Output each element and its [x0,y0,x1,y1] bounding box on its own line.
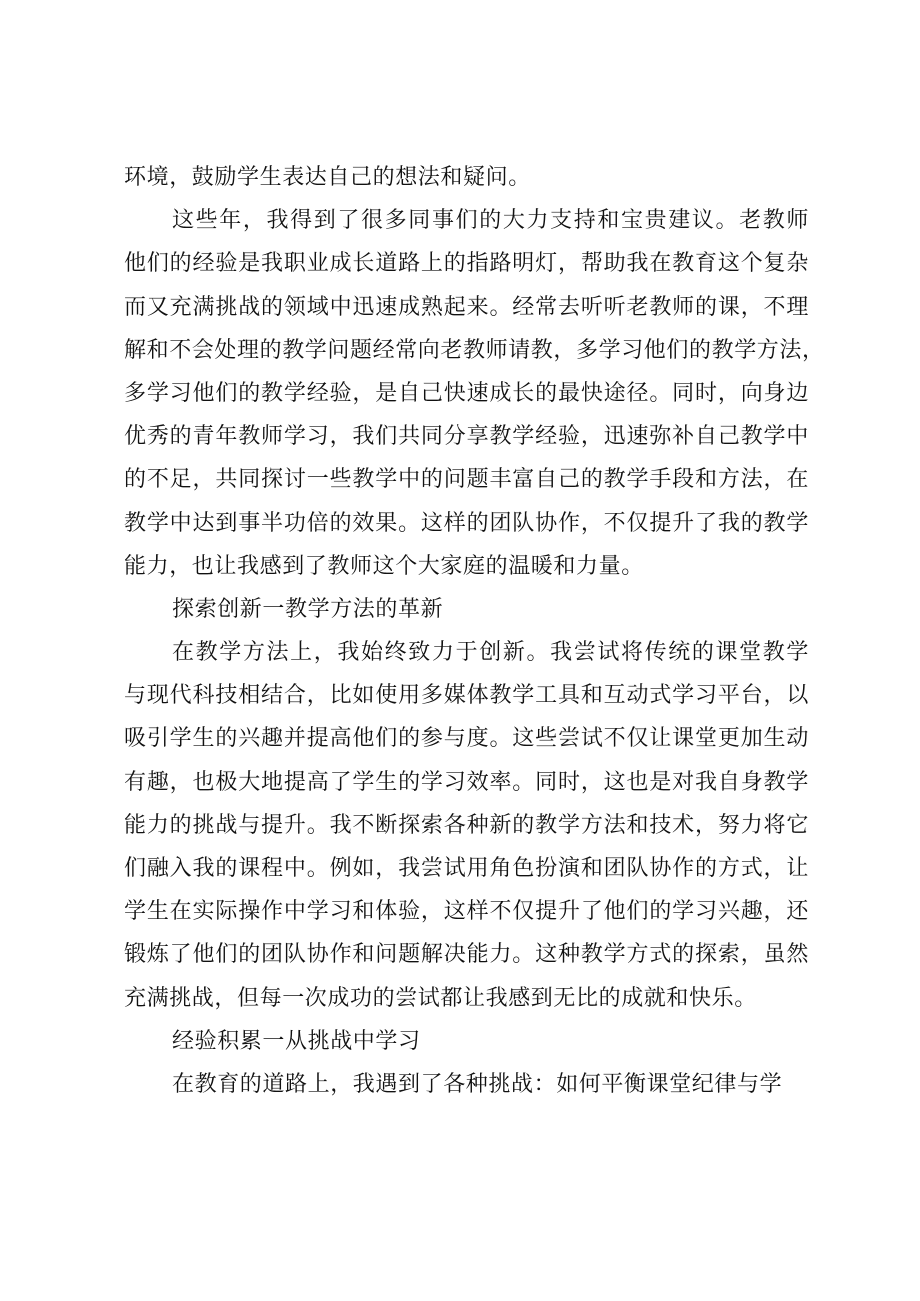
section-heading: 探索创新一教学方法的革新 [172,596,444,622]
text-line: 能力，也让我感到了教师这个大家庭的温暖和力量。 [124,553,644,579]
text-line: 充满挑战，但每一次成功的尝试都让我感到无比的成就和快乐。 [124,985,757,1011]
text-line: 与现代科技相结合，比如使用多媒体教学工具和互动式学习平台，以 [124,683,809,709]
text-line: 学生在实际操作中学习和体验，这样不仅提升了他们的学习兴趣，还 [124,899,809,925]
text-line: 环境，鼓励学生表达自己的想法和疑问。 [124,165,531,190]
paragraph-start-line: 这些年，我得到了很多同事们的大力支持和宝贵建议。老教师 [172,208,809,234]
text-line: 优秀的青年教师学习，我们共同分享教学经验，迅速弥补自己教学中 [124,424,809,450]
body-text [124,156,825,1106]
text-line: 锻炼了他们的团队协作和问题解决能力。这种教学方式的探索，虽然 [124,942,809,968]
paragraph-start-line: 在教育的道路上，我遇到了各种挑战：如何平衡课堂纪律与学 [172,1071,783,1097]
text-line: 吸引学生的兴趣并提高他们的参与度。这些尝试不仅让课堂更加生动 [124,726,809,752]
section-heading: 经验积累一从挑战中学习 [172,1028,421,1054]
text-line: 而又充满挑战的领域中迅速成熟起来。经常去听听老教师的课，不理 [124,294,809,320]
text-line: 的不足，共同探讨一些教学中的问题丰富自己的教学手段和方法，在 [124,467,809,493]
text-line: 多学习他们的教学经验，是自己快速成长的最快途径。同时，向身边 [124,380,809,406]
text-line: 教学中达到事半功倍的效果。这样的团队协作，不仅提升了我的教学 [124,510,809,536]
text-line: 解和不会处理的教学问题经常向老教师请教，多学习他们的教学方法， [124,337,825,363]
text-line: 他们的经验是我职业成长道路上的指路明灯，帮助我在教育这个复杂 [124,251,809,277]
text-line: 有趣，也极大地提高了学生的学习效率。同时，这也是对我自身教学 [124,769,809,795]
text-line: 们融入我的课程中。例如，我尝试用角色扮演和团队协作的方式，让 [124,856,809,881]
text-line: 能力的挑战与提升。我不断探索各种新的教学方法和技术，努力将它 [124,812,809,838]
paragraph-start-line: 在教学方法上，我始终致力于创新。我尝试将传统的课堂教学 [172,640,809,666]
